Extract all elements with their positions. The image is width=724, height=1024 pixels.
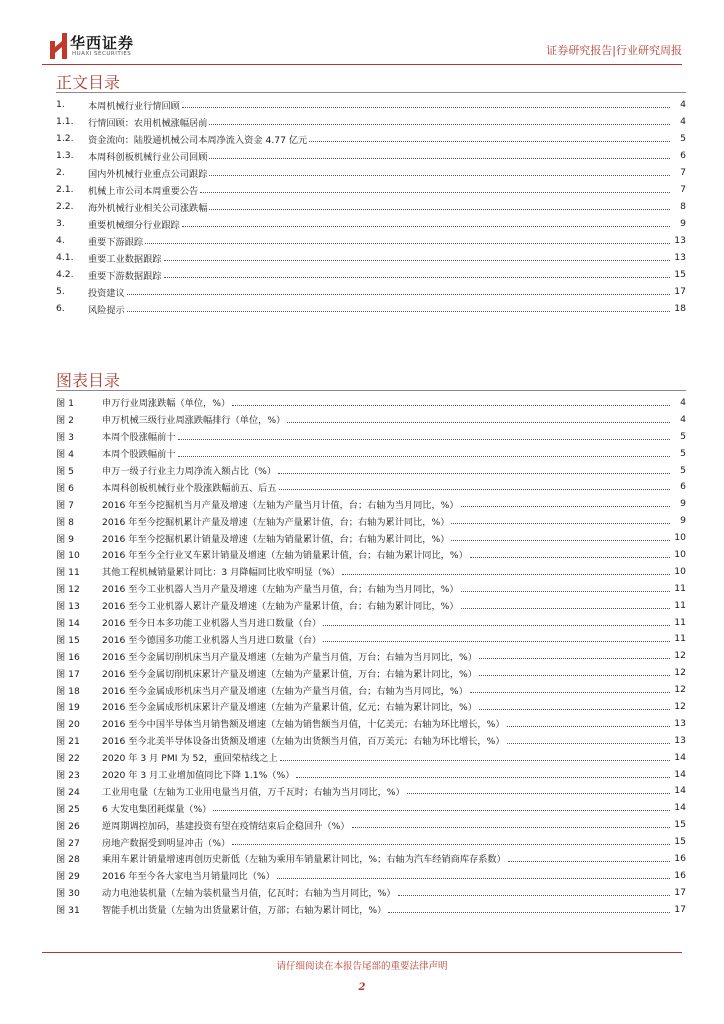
table-of-contents — [56, 96, 686, 317]
toc-entry[interactable] — [56, 181, 686, 198]
figure-entry[interactable] — [56, 884, 686, 901]
figure-entry-label: 2016 至今工业机器人累计产量及增速（左轴为产量累计值，台；右轴为累计同比，%） — [102, 601, 459, 613]
figure-entry-page: 9 — [680, 498, 686, 510]
figure-entry-page: 6 — [680, 481, 686, 493]
figure-entry-number: 图 21 — [56, 736, 80, 748]
toc-entry[interactable] — [56, 130, 686, 147]
toc-entry-page: 9 — [680, 218, 686, 229]
figure-entry[interactable] — [56, 799, 686, 816]
figure-entry-label: 2016 年至今挖掘机累计销量及增速（左轴为销量累计值，台；右轴为累计同比，%） — [102, 533, 450, 545]
toc-entry[interactable] — [56, 198, 686, 215]
toc-entry-label: 本周科创板机械行业公司回顾 — [88, 151, 208, 163]
figure-entry-number: 图 23 — [56, 770, 80, 782]
figure-entry-label: 乘用车累计销量增速再创历史新低（左轴为乘用车销量累计同比，%；右轴为汽车经销商库存系数） — [102, 854, 506, 866]
toc-entry-page: 15 — [674, 269, 686, 280]
dot-leader — [323, 625, 670, 626]
figure-entry-page: 12 — [674, 684, 686, 696]
figure-entry[interactable] — [56, 478, 686, 495]
dot-leader — [182, 226, 670, 227]
figure-entry-page: 12 — [674, 650, 686, 662]
toc-entry-page: 5 — [680, 133, 686, 144]
toc-entry-page: 13 — [674, 235, 686, 246]
figure-entry[interactable] — [56, 732, 686, 749]
dot-leader — [182, 107, 670, 108]
figure-entry-number: 图 4 — [56, 449, 74, 461]
dot-leader — [164, 277, 671, 278]
figure-entry-label: 2020 年 3 月工业增加值同比下降 1.1%（%） — [102, 770, 295, 782]
dot-leader — [209, 209, 670, 210]
toc-entry-label: 国内外机械行业重点公司跟踪 — [88, 168, 208, 180]
figure-entry-label: 申万行业周涨跌幅（单位，%） — [102, 398, 231, 410]
figure-entry-number: 图 25 — [56, 803, 80, 815]
dot-leader — [461, 608, 670, 609]
figure-entry-page: 17 — [674, 903, 686, 915]
dot-leader — [470, 692, 670, 693]
figure-entry-number: 图 15 — [56, 634, 80, 646]
figure-entry-page: 14 — [674, 751, 686, 763]
toc-entry-label: 投资建议 — [88, 287, 125, 299]
dot-leader — [342, 574, 670, 575]
dot-leader — [164, 260, 671, 261]
toc-entry-number: 1.3. — [56, 150, 74, 161]
dot-leader — [278, 473, 670, 474]
figure-entry-number: 图 28 — [56, 854, 80, 866]
figure-entry-label: 2016 年至今挖掘机累计产量及增速（左轴为产量累计值，台；右轴为累计同比，%） — [102, 516, 450, 528]
figure-entry-label: 工业用电量（左轴为工业用电量当月值，万千瓦时；右轴为当月同比，%） — [102, 786, 405, 798]
toc-entry-number: 4. — [56, 235, 65, 246]
toc-entry[interactable] — [56, 266, 686, 283]
toc-entry-label: 海外机械行业相关公司涨跌幅 — [88, 202, 208, 214]
figure-entry-number: 图 17 — [56, 668, 80, 680]
figure-entry-number: 图 20 — [56, 719, 80, 731]
figure-entry-label: 动力电池装机量（左轴为装机量当月值，亿瓦时；右轴为当月同比，%） — [102, 888, 396, 900]
toc-entry-number: 2.1. — [56, 184, 74, 195]
figure-entry-label: 2016 至今北美半导体设备出货额及增速（左轴为出货额当月值，百万美元；右轴为环比增长，%） — [102, 736, 505, 748]
figure-entry-label: 2016 年至今挖掘机当月产量及增速（左轴为产量当月计值，台；右轴为当月同比，%） — [102, 499, 459, 511]
dot-leader — [507, 726, 670, 727]
figures-title-divider — [56, 390, 686, 391]
figure-entry-number: 图 9 — [56, 533, 74, 545]
toc-entry-label: 行情回顾：农用机械涨幅居前 — [88, 117, 208, 129]
toc-entry-label: 重要工业数据跟踪 — [88, 253, 162, 265]
dot-leader — [352, 827, 670, 828]
figure-entry[interactable] — [56, 816, 686, 833]
page-number: 2 — [358, 982, 366, 993]
figure-entry[interactable] — [56, 850, 686, 867]
figure-entry-page: 5 — [680, 430, 686, 442]
figure-entry-number: 图 2 — [56, 415, 74, 427]
dot-leader — [178, 439, 671, 440]
figure-entry-number: 图 13 — [56, 601, 80, 613]
toc-entry-label: 本周机械行业行情回顾 — [88, 100, 180, 112]
dot-leader — [280, 760, 670, 761]
dot-leader — [209, 175, 670, 176]
figure-entry-number: 图 22 — [56, 753, 80, 765]
figure-entry-page: 13 — [674, 717, 686, 729]
dot-leader — [279, 489, 670, 490]
toc-title-divider — [56, 92, 686, 93]
figure-entry-page: 14 — [674, 802, 686, 814]
dot-leader — [508, 861, 670, 862]
figure-entry-number: 图 3 — [56, 432, 74, 444]
toc-entry[interactable] — [56, 232, 686, 249]
figure-entry[interactable] — [56, 867, 686, 884]
figure-entry-page: 4 — [680, 396, 686, 408]
figure-entry[interactable] — [56, 597, 686, 614]
figure-entry-label: 2016 至今金属成形机床累计产量及增速（左轴为产量累计值，亿元；右轴为累计同比，%） — [102, 702, 477, 714]
figure-entry[interactable] — [56, 445, 686, 462]
toc-entry[interactable] — [56, 283, 686, 300]
legal-disclaimer: 请仔细阅读在本报告尾部的重要法律声明 — [276, 961, 448, 972]
figure-entry[interactable] — [56, 647, 686, 664]
toc-entry-page: 7 — [680, 184, 686, 195]
report-type: 证券研究报告|行业研究周报 — [546, 44, 682, 57]
figure-entry[interactable] — [56, 698, 686, 715]
figure-entry-page: 11 — [674, 616, 686, 628]
figure-entry-number: 图 31 — [56, 905, 80, 917]
figure-entry-label: 其他工程机械销量累计同比：3 月降幅同比收窄明显（%） — [102, 567, 340, 579]
figure-entry[interactable] — [56, 749, 686, 766]
figure-entry[interactable] — [56, 833, 686, 850]
dot-leader — [451, 523, 670, 524]
figure-entry-number: 图 5 — [56, 466, 74, 477]
toc-entry[interactable] — [56, 147, 686, 164]
figure-entry[interactable] — [56, 630, 686, 647]
dot-leader — [209, 158, 670, 159]
figure-entry-page: 17 — [674, 886, 686, 898]
figure-entry-page: 13 — [674, 734, 686, 746]
dot-leader — [479, 709, 670, 710]
figure-entry-page: 11 — [674, 633, 686, 645]
figure-entry[interactable] — [56, 495, 686, 512]
logo-subtitle: HUAXI SECURITIES — [72, 51, 132, 57]
figure-entry-page: 10 — [674, 532, 686, 544]
figure-entry[interactable] — [56, 681, 686, 698]
dot-leader — [507, 743, 670, 744]
list-of-figures — [56, 394, 686, 918]
figure-entry-page: 16 — [674, 852, 686, 864]
figure-entry[interactable] — [56, 766, 686, 783]
figure-entry-page: 14 — [674, 768, 686, 780]
figure-entry-number: 图 10 — [56, 550, 80, 562]
toc-entry-number: 1.2. — [56, 133, 74, 144]
toc-entry-page: 13 — [674, 252, 686, 263]
toc-entry-number: 4.2. — [56, 269, 74, 280]
toc-entry-label: 风险提示 — [88, 304, 125, 316]
figure-entry-page: 11 — [674, 582, 686, 594]
toc-entry-page: 7 — [680, 167, 686, 178]
toc-entry[interactable] — [56, 300, 686, 317]
figure-entry[interactable] — [56, 614, 686, 631]
dot-leader — [479, 675, 670, 676]
figure-entry-label: 2016 至今日本多功能工业机器人当月进口数量（台） — [102, 618, 322, 630]
figure-entry-page: 10 — [674, 548, 686, 560]
figure-entry-page: 4 — [680, 413, 686, 425]
figure-entry-page: 12 — [674, 667, 686, 679]
figure-entry-number: 图 8 — [56, 516, 74, 528]
figure-entry-number: 图 12 — [56, 584, 80, 596]
dot-leader — [200, 192, 670, 193]
figure-entry-page: 15 — [674, 836, 686, 848]
toc-entry-page: 4 — [680, 116, 686, 127]
dot-leader — [309, 141, 670, 142]
toc-entry-label: 重要下游跟踪 — [88, 236, 144, 248]
dot-leader — [232, 844, 670, 845]
dot-leader — [277, 878, 670, 879]
figure-entry[interactable] — [56, 715, 686, 732]
figure-entry-label: 申万一级子行业主力周净流入额占比（%） — [102, 466, 277, 477]
toc-entry-page: 4 — [680, 99, 686, 110]
dot-leader — [127, 294, 670, 295]
dot-leader — [213, 810, 670, 811]
figure-entry-page: 10 — [674, 565, 686, 577]
figure-entry[interactable] — [56, 411, 686, 428]
dot-leader — [451, 540, 670, 541]
figure-entry[interactable] — [56, 529, 686, 546]
figure-entry-label: 房地产数据受到明显冲击（%） — [102, 837, 231, 849]
toc-entry[interactable] — [56, 249, 686, 266]
figure-entry[interactable] — [56, 782, 686, 799]
figure-entry-number: 图 7 — [56, 499, 74, 511]
toc-entry-label: 重要下游数据跟踪 — [88, 270, 162, 282]
figure-entry-page: 12 — [674, 700, 686, 712]
toc-entry-number: 4.1. — [56, 252, 74, 263]
figure-entry-label: 2016 至今中国半导体当月销售额及增速（左轴为销售额当月值，十亿美元；右轴为环比增长，%） — [102, 719, 505, 731]
figure-entry[interactable] — [56, 580, 686, 597]
toc-entry[interactable] — [56, 215, 686, 232]
figure-entry[interactable] — [56, 563, 686, 580]
toc-entry[interactable] — [56, 96, 686, 113]
figure-entry-number: 图 30 — [56, 888, 80, 900]
toc-entry-number: 2. — [56, 167, 65, 178]
figure-entry-page: 11 — [674, 599, 686, 611]
figure-entry[interactable] — [56, 664, 686, 681]
toc-entry-page: 8 — [680, 201, 686, 212]
dot-leader — [209, 124, 670, 125]
figure-entry-label: 2016 年至今全行业叉车累计销量及增速（左轴为销量累计值，台；右轴为累计同比，%） — [102, 550, 468, 562]
figure-entry-number: 图 29 — [56, 871, 80, 883]
toc-entry-label: 机械上市公司本周重要公告 — [88, 185, 199, 197]
figure-entry-page: 5 — [680, 464, 686, 476]
toc-entry-label: 重要机械细分行业跟踪 — [88, 219, 180, 231]
dot-leader — [287, 422, 670, 423]
footer-divider — [42, 952, 682, 953]
figure-entry-number: 图 14 — [56, 618, 80, 630]
figure-entry-page: 5 — [680, 447, 686, 459]
dot-leader — [398, 895, 670, 896]
toc-entry[interactable] — [56, 113, 686, 130]
figure-entry[interactable] — [56, 462, 686, 479]
dot-leader — [127, 311, 670, 312]
dot-leader — [461, 506, 670, 507]
figure-entry[interactable] — [56, 901, 686, 918]
figure-entry[interactable] — [56, 546, 686, 563]
dot-leader — [178, 456, 671, 457]
toc-entry-number: 3. — [56, 218, 65, 229]
dot-leader — [296, 777, 670, 778]
toc-entry-number: 5. — [56, 286, 65, 297]
figure-entry-label: 逆周期调控加码，基建投资有望在疫情结束后企稳回升（%） — [102, 820, 350, 832]
toc-entry-number: 2.2. — [56, 201, 74, 212]
figure-entry-label: 2016 至今工业机器人当月产量及增速（左轴为产量当月值，台；右轴为当月同比，%） — [102, 584, 459, 596]
figure-entry-page: 9 — [680, 515, 686, 527]
logo-name: 华西证券 — [70, 34, 135, 52]
figure-entry-number: 图 16 — [56, 651, 80, 663]
figure-entry-label: 本周科创板机械行业个股涨跌幅前五、后五 — [102, 482, 277, 494]
dot-leader — [479, 658, 670, 659]
figure-entry-label: 2016 至今德国多功能工业机器人当月进口数量（台） — [102, 634, 322, 646]
figure-entry-number: 图 27 — [56, 837, 80, 849]
figure-entry-number: 图 24 — [56, 786, 80, 798]
figure-entry-label: 6 大发电集团耗煤量（%） — [102, 803, 212, 815]
dot-leader — [470, 557, 670, 558]
toc-entry-number: 1.1. — [56, 116, 74, 127]
figure-entry-label: 2020 年 3 月 PMI 为 52，重回荣枯线之上 — [102, 753, 278, 765]
toc-entry-label: 资金流向：陆股通机械公司本周净流入资金 4.77 亿元 — [88, 134, 308, 146]
toc-entry-page: 6 — [680, 150, 686, 161]
figure-entry-page: 15 — [674, 819, 686, 831]
header-divider — [42, 64, 682, 65]
toc-entry-number: 1. — [56, 99, 65, 110]
toc-entry-page: 17 — [674, 286, 686, 297]
figure-entry-number: 图 18 — [56, 685, 80, 697]
dot-leader — [407, 793, 670, 794]
toc-entry-page: 18 — [674, 303, 686, 314]
figure-entry-label: 本周个股跌幅前十 — [102, 449, 176, 461]
huaxi-logo-icon — [50, 33, 68, 59]
figure-entry-page: 14 — [674, 785, 686, 797]
figure-entry-page: 16 — [674, 869, 686, 881]
figure-entry-number: 图 1 — [56, 398, 74, 410]
figure-entry-label: 2016 至今金属切削机床累计产量及增速（左轴为产量累计值，万台；右轴为累计同比，%） — [102, 668, 477, 680]
dot-leader — [461, 591, 670, 592]
dot-leader — [388, 912, 670, 913]
figure-entry-number: 图 11 — [56, 567, 80, 579]
toc-entry-number: 6. — [56, 303, 65, 314]
dot-leader — [232, 405, 670, 406]
figure-entry-label: 申万机械三级行业周涨跌幅排行（单位，%） — [102, 415, 286, 427]
toc-title: 正文目录 — [56, 73, 121, 92]
page-header — [42, 30, 682, 64]
figure-entry-label: 智能手机出货量（左轴为出货量累计值，万部；右轴为累计同比，%） — [102, 905, 387, 917]
figure-entry-label: 2016 至今金属切削机床当月产量及增速（左轴为产量当月值，万台；右轴为当月同比，%） — [102, 651, 477, 663]
figure-entry[interactable] — [56, 394, 686, 411]
figure-entry-number: 图 6 — [56, 482, 74, 494]
figure-entry-number: 图 26 — [56, 820, 80, 832]
figure-entry-number: 图 19 — [56, 702, 80, 714]
figure-entry-label: 本周个股涨幅前十 — [102, 432, 176, 444]
dot-leader — [145, 243, 670, 244]
figure-entry-label: 2016 至今金属成形机床当月产量及增速（左轴为产量当月值，台；右轴为当月同比，%） — [102, 685, 468, 697]
figure-entry[interactable] — [56, 428, 686, 445]
dot-leader — [323, 641, 670, 642]
figure-entry[interactable] — [56, 512, 686, 529]
figure-entry-label: 2016 年至今各大家电当月销量同比（%） — [102, 871, 275, 883]
toc-entry[interactable] — [56, 164, 686, 181]
figures-title: 图表目录 — [56, 371, 121, 390]
